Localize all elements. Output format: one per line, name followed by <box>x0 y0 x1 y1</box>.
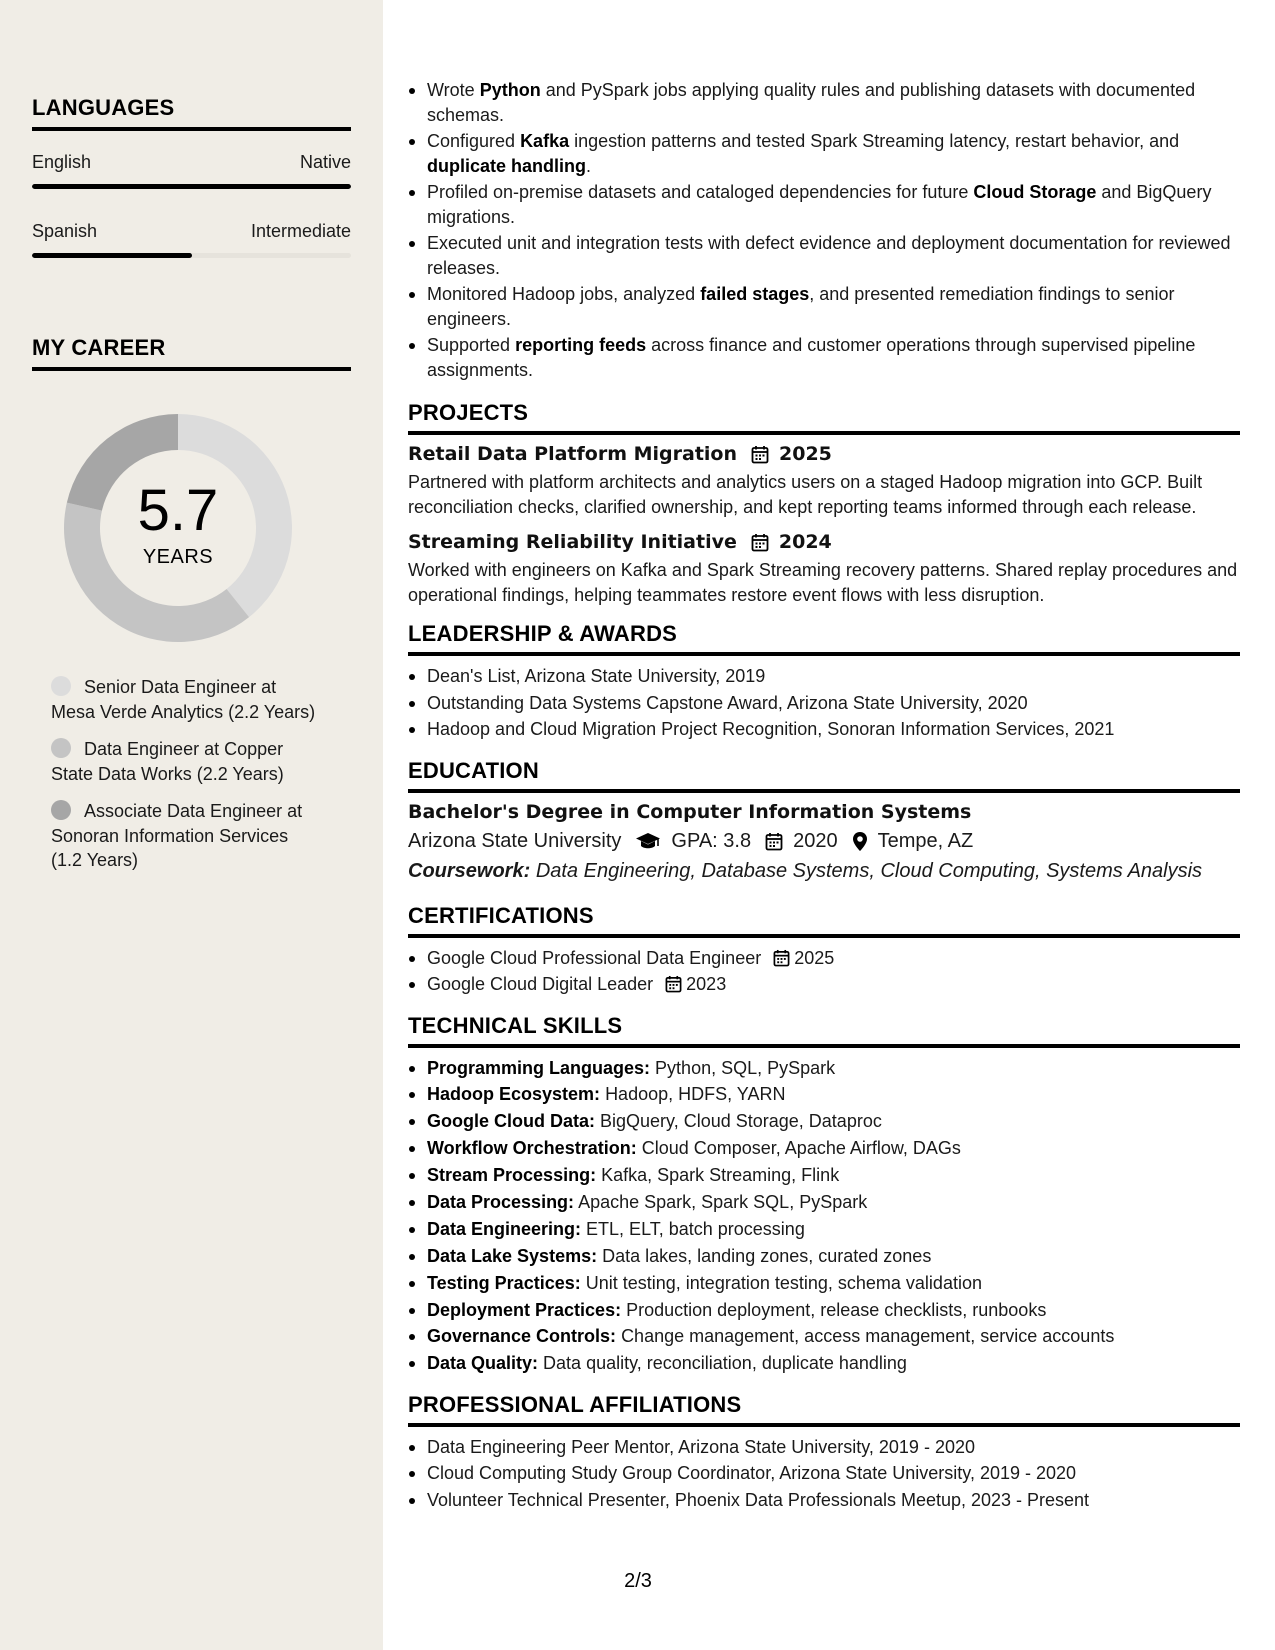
calendar-icon <box>665 975 682 993</box>
leadership-list <box>408 664 1240 742</box>
skill-item: Stream Processing: Kafka, Spark Streaming, Flink <box>408 1163 1240 1188</box>
education-school: Arizona State University <box>408 829 622 852</box>
skill-item: Data Quality: Data quality, reconciliation, duplicate handling <box>408 1351 1240 1376</box>
career-heading: MY CAREER <box>32 335 351 371</box>
language-level: Native <box>299 152 351 172</box>
skills-heading: TECHNICAL SKILLS <box>408 1013 1240 1048</box>
career-legend-label: Senior Data Engineer at Mesa Verde Analytics (2.2 Years) <box>51 677 316 722</box>
leadership-item: Dean's List, Arizona State University, 2019 <box>408 664 1240 689</box>
languages-heading: LANGUAGES <box>32 95 351 131</box>
skill-item: Workflow Orchestration: Cloud Composer, Apache Airflow, DAGs <box>408 1136 1240 1161</box>
career-legend-item <box>51 675 321 724</box>
skill-item: Programming Languages: Python, SQL, PySpark <box>408 1056 1240 1081</box>
experience-bullets <box>408 78 1240 382</box>
skill-item: Governance Controls: Change management, access management, service accounts <box>408 1324 1240 1349</box>
experience-bullet: Monitored Hadoop jobs, analyzed failed stages, and presented remediation findings to senior engineers. <box>408 282 1240 331</box>
leadership-heading: LEADERSHIP & AWARDS <box>408 621 1240 656</box>
experience-bullet: Configured Kafka ingestion patterns and tested Spark Streaming latency, restart behavior, and duplicate handling. <box>408 129 1240 178</box>
certifications-heading: CERTIFICATIONS <box>408 903 1240 938</box>
experience-bullet: Executed unit and integration tests with defect evidence and deployment documentation for reviewed releases. <box>408 231 1240 280</box>
education-gpa: GPA: 3.8 <box>671 829 752 852</box>
language-bar-fill <box>32 253 192 258</box>
project-title: Retail Data Platform Migration <box>408 443 738 465</box>
sidebar <box>0 0 383 1650</box>
certification-year: 2025 <box>794 947 835 968</box>
education-year: 2020 <box>793 829 838 852</box>
skills-list <box>408 1056 1240 1376</box>
skill-item: Data Engineering: ETL, ELT, batch processing <box>408 1217 1240 1242</box>
experience-bullet: Supported reporting feeds across finance and customer operations through supervised pipeline assignments. <box>408 333 1240 382</box>
certification-name: Google Cloud Professional Data Engineer <box>427 947 762 968</box>
career-legend-item <box>51 799 321 873</box>
calendar-icon <box>751 533 769 552</box>
graduation-cap-icon <box>635 831 661 851</box>
skill-item: Data Processing: Apache Spark, Spark SQL, PySpark <box>408 1190 1240 1215</box>
career-legend <box>51 675 321 886</box>
language-bar-spanish <box>32 253 351 258</box>
language-level: Intermediate <box>250 221 351 241</box>
affiliations-heading: PROFESSIONAL AFFILIATIONS <box>408 1392 1240 1427</box>
coursework-label: Coursework: <box>408 859 531 882</box>
career-legend-label: Associate Data Engineer at Sonoran Information Services (1.2 Years) <box>51 801 303 870</box>
certification-year: 2023 <box>686 974 727 994</box>
education-heading: EDUCATION <box>408 758 1240 793</box>
calendar-icon <box>773 949 790 967</box>
career-donut-center <box>63 413 293 643</box>
career-total-unit: YEARS <box>142 545 214 568</box>
language-name: Spanish <box>32 221 98 241</box>
project-description: Partnered with platform architects and analytics users on a staged Hadoop migration into GCP. Built reconciliation checks, clarified ownership, and kept reporting teams informed through each release. <box>408 472 1203 517</box>
projects-heading: PROJECTS <box>408 400 1240 435</box>
certification-item <box>408 972 1240 997</box>
leadership-item: Hadoop and Cloud Migration Project Recognition, Sonoran Information Services, 2021 <box>408 717 1240 742</box>
career-total-years: 5.7 <box>137 477 219 543</box>
language-bar-fill <box>32 184 351 189</box>
calendar-icon <box>765 832 783 851</box>
legend-dot <box>51 800 71 820</box>
main-content <box>408 78 1240 1514</box>
affiliation-item: Cloud Computing Study Group Coordinator, Arizona State University, 2019 - 2020 <box>408 1461 1240 1486</box>
certification-name: Google Cloud Digital Leader <box>427 974 654 994</box>
project-year: 2024 <box>778 531 832 553</box>
experience-bullet: Profiled on-premise datasets and cataloged dependencies for future Cloud Storage and BigQuery migrations. <box>408 180 1240 229</box>
language-name: English <box>32 152 92 172</box>
legend-dot <box>51 738 71 758</box>
leadership-item: Outstanding Data Systems Capstone Award, Arizona State University, 2020 <box>408 691 1240 716</box>
skill-item: Testing Practices: Unit testing, integration testing, schema validation <box>408 1271 1240 1296</box>
project-title: Streaming Reliability Initiative <box>408 531 737 553</box>
affiliation-item: Volunteer Technical Presenter, Phoenix Data Professionals Meetup, 2023 - Present <box>408 1488 1240 1513</box>
map-pin-icon <box>852 831 868 852</box>
project-description: Worked with engineers on Kafka and Spark Streaming recovery patterns. Shared replay procedures and operational findings, helping teammates restore event flows with less disruption. <box>408 560 1238 605</box>
skill-item: Google Cloud Data: BigQuery, Cloud Storage, Dataproc <box>408 1109 1240 1134</box>
language-row-english <box>32 152 351 173</box>
calendar-icon <box>751 445 769 464</box>
coursework-list: Data Engineering, Database Systems, Cloud Computing, Systems Analysis <box>535 859 1203 882</box>
page-indicator: 2/3 <box>624 1570 652 1592</box>
project-year: 2025 <box>779 443 832 465</box>
skill-item: Hadoop Ecosystem: Hadoop, HDFS, YARN <box>408 1082 1240 1107</box>
project-title-row <box>408 443 1240 465</box>
affiliations-list <box>408 1435 1240 1513</box>
project-title-row <box>408 531 1240 553</box>
career-donut-chart <box>63 413 293 643</box>
career-legend-label: Data Engineer at Copper State Data Works (2.2 Years) <box>51 739 284 784</box>
certifications-list <box>408 946 1240 997</box>
experience-bullet: Wrote Python and PySpark jobs applying quality rules and publishing datasets with documented schemas. <box>408 78 1240 127</box>
certification-item <box>408 946 1240 971</box>
skill-item: Deployment Practices: Production deployment, release checklists, runbooks <box>408 1298 1240 1323</box>
education-degree: Bachelor's Degree in Computer Information Systems <box>408 800 972 823</box>
education-meta <box>408 830 1240 853</box>
career-legend-item <box>51 737 321 786</box>
affiliation-item: Data Engineering Peer Mentor, Arizona State University, 2019 - 2020 <box>408 1435 1240 1460</box>
language-bar-english <box>32 184 351 189</box>
education-location: Tempe, AZ <box>877 829 974 852</box>
legend-dot <box>51 676 71 696</box>
education-coursework <box>408 860 1240 883</box>
language-row-spanish <box>32 221 351 242</box>
skill-item: Data Lake Systems: Data lakes, landing zones, curated zones <box>408 1244 1240 1269</box>
